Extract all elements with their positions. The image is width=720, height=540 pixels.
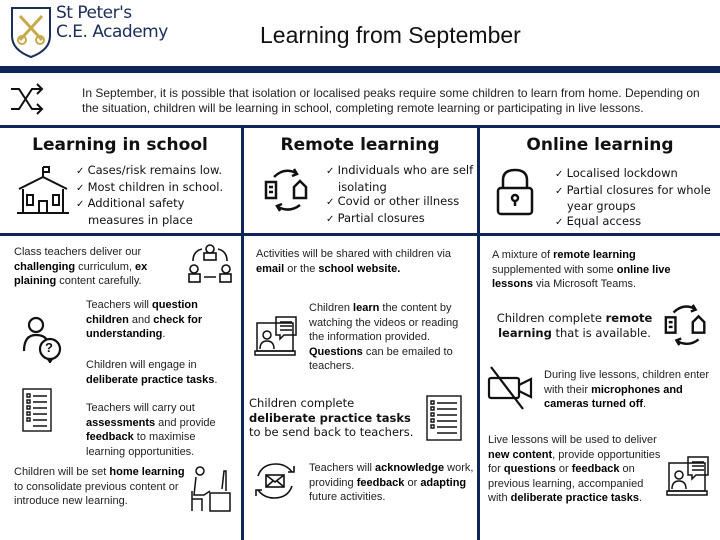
remote-para-sharing <box>256 247 471 276</box>
remote-para-practice <box>249 396 419 440</box>
school-building-icon <box>15 165 71 215</box>
text-segment: supplemented with some <box>492 263 617 276</box>
page-title: Learning from September <box>260 22 521 48</box>
heading-online-learning: Online learning <box>526 135 674 155</box>
text-segment: Class teachers deliver our <box>14 246 142 258</box>
emphasis-text: online live lessons <box>492 263 671 290</box>
text-segment: . <box>639 492 643 504</box>
video-teacher-icon <box>666 455 712 499</box>
text-segment: work, providing <box>309 462 474 489</box>
online-para-mixture <box>492 248 707 292</box>
video-teacher-icon <box>254 315 300 359</box>
text-segment: Children complete <box>249 396 355 410</box>
intro-text: In September, it is possible that isolation or localised peaks require some children to learn from home. Depending on the situation, children will be learning in school, completing remote learning or participating in live lessons. <box>82 86 700 115</box>
emphasis-text: school website. <box>318 262 401 275</box>
emphasis-text: feedback <box>356 476 405 489</box>
emphasis-text: deliberate practice tasks <box>249 410 411 425</box>
text-segment: During live lessons, children enter with their <box>544 369 710 396</box>
school-name-line1: St Peter's <box>56 3 132 23</box>
text-segment: via Microsoft Teams. <box>532 278 637 290</box>
emphasis-text: feedback <box>571 463 620 475</box>
emphasis-text: remote learning <box>553 249 636 261</box>
text-segment: Children will be set <box>14 466 110 478</box>
school-para-practice <box>86 358 241 387</box>
email-exchange-icon <box>254 460 296 502</box>
check-item: ✓ Partial closures for whole year groups <box>555 183 720 214</box>
text-segment: Children will engage in <box>86 359 197 371</box>
school-logo-text <box>56 4 168 42</box>
text-segment: to consolidate previous content or introduce new learning. <box>14 480 179 507</box>
emphasis-text: question children <box>86 299 198 326</box>
text-segment: Live lessons will be used to deliver <box>488 434 657 446</box>
school-para-home-learning <box>14 465 189 509</box>
text-segment: Teachers will carry out <box>86 402 195 414</box>
text-segment: to maximise learning opportunities. <box>86 431 196 458</box>
remote-para-learn <box>309 301 474 374</box>
checklist-document-icon <box>426 395 462 441</box>
text-segment: or <box>555 463 572 475</box>
emphasis-text: home learning <box>109 466 185 478</box>
text-segment: that is available. <box>551 325 651 340</box>
text-segment: Activities will be shared with children via <box>256 248 452 260</box>
check-item: ✓ Equal access <box>555 214 720 231</box>
remote-cycle-icon <box>662 300 712 350</box>
emphasis-text: microphones and cameras turned off <box>544 383 683 410</box>
emphasis-text: challenging <box>14 260 76 273</box>
check-item: ✓ Cases/risk remains low. <box>76 163 241 180</box>
text-segment: Children <box>309 302 354 314</box>
text-segment: and <box>128 313 154 326</box>
text-segment: Teachers will <box>309 462 376 474</box>
emphasis-text: assessments <box>86 416 156 429</box>
emphasis-text: feedback <box>86 431 134 443</box>
text-segment: the content by watching the videos or reading the information provided. <box>309 302 459 343</box>
shuffle-icon <box>10 82 44 116</box>
remote-cycle-icon <box>262 165 314 215</box>
text-segment: can be emailed to teachers. <box>309 345 453 372</box>
section-divider-lower <box>0 233 720 236</box>
school-para-teaching <box>14 245 184 289</box>
text-segment: . <box>214 373 218 386</box>
remote-para-feedback <box>309 461 474 505</box>
text-segment: Children complete <box>496 311 606 325</box>
emphasis-text: check for understanding <box>86 313 203 340</box>
emphasis-text: new content <box>488 448 553 461</box>
heading-remote-learning: Remote learning <box>280 135 440 155</box>
text-segment: and provide <box>155 416 216 429</box>
student-at-desk-icon <box>188 465 232 513</box>
remote-checklist <box>326 163 476 227</box>
school-para-questioning <box>86 298 236 342</box>
online-checklist <box>555 166 720 230</box>
school-para-assessment <box>86 401 236 459</box>
online-para-remote <box>492 311 657 340</box>
column-divider-right <box>477 126 480 540</box>
text-segment: or <box>404 476 421 489</box>
text-segment: or the <box>284 262 319 275</box>
emphasis-text: questions <box>503 463 556 475</box>
emphasis-text: ex plaining <box>14 260 148 287</box>
header-divider <box>0 66 720 73</box>
emphasis-text: deliberate practice tasks <box>510 492 640 504</box>
padlock-icon <box>495 168 535 216</box>
text-segment: . <box>162 328 166 340</box>
group-rotation-icon <box>188 243 232 285</box>
checklist-document-icon <box>22 388 52 432</box>
school-crest-icon <box>10 6 52 58</box>
section-divider <box>0 125 720 128</box>
text-segment: . <box>643 398 647 410</box>
check-item: ✓ Covid or other illness <box>326 194 476 211</box>
text-segment: content carefully. <box>56 275 142 287</box>
text-segment: A mixture of <box>492 249 554 261</box>
emphasis-text: Questions <box>309 345 363 358</box>
text-segment: curriculum, <box>75 260 136 273</box>
emphasis-text: deliberate practice tasks <box>86 373 215 386</box>
emphasis-text: email <box>256 262 285 275</box>
check-item: ✓ Localised lockdown <box>555 166 720 183</box>
text-segment: , provide opportunities for <box>488 448 661 475</box>
check-item: ✓ Additional safety measures in place <box>76 196 241 227</box>
check-item: ✓ Most children in school. <box>76 180 241 197</box>
text-segment: future activities. <box>309 491 386 503</box>
emphasis-text: learn <box>353 302 380 314</box>
column-divider-left <box>241 126 244 540</box>
text-segment: on previous learning, accompanied with <box>488 463 644 504</box>
online-para-camera <box>544 368 714 412</box>
school-checklist <box>76 163 241 227</box>
text-segment: Teachers will <box>86 299 153 311</box>
emphasis-text: adapting <box>420 476 467 489</box>
check-item: ✓ Partial closures <box>326 211 476 228</box>
text-segment: to be send back to teachers. <box>249 425 414 439</box>
check-item: ✓ Individuals who are self isolating <box>326 163 476 194</box>
question-person-icon: ? <box>22 315 66 363</box>
emphasis-text: remote learning <box>498 311 653 340</box>
emphasis-text: acknowledge <box>375 462 445 474</box>
heading-learning-in-school: Learning in school <box>32 135 208 155</box>
school-name-line2: C.E. Academy <box>56 22 168 42</box>
camera-off-icon <box>487 365 535 411</box>
online-para-live-lessons <box>488 433 663 506</box>
